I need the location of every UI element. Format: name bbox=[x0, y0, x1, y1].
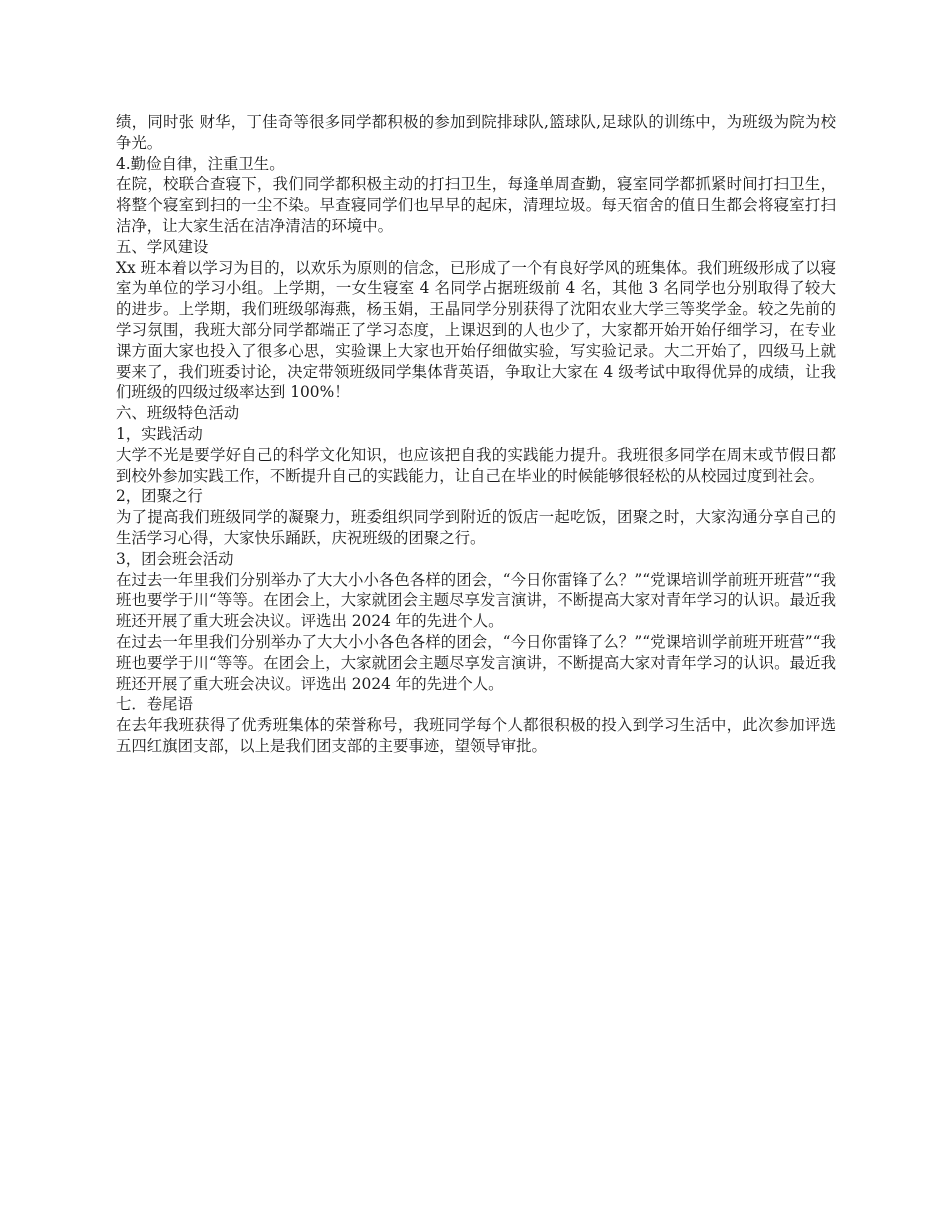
section-heading-closing: 七．卷尾语 bbox=[116, 695, 193, 714]
section-heading-class-activities: 六、班级特色活动 bbox=[116, 404, 240, 423]
subheading-gathering: 2，团聚之行 bbox=[116, 487, 203, 506]
paragraph-practice: 大学不光是要学好自己的科学文化知识，也应该把自我的实践能力提升。我班很多同学在周末或节假日都到校外参加实践工作，不断提升自己的实践能力，让自己在毕业的时候能够很轻松的从校园过度到社会。 bbox=[116, 445, 836, 485]
paragraph-closing: 在去年我班获得了优秀班集体的荣誉称号，我班同学每个人都很积极的投入到学习生活中，此次参加评选五四红旗团支部，以上是我们团支部的主要事迹，望领导审批。 bbox=[116, 716, 836, 755]
paragraph-league-meetings-1: 在过去一年里我们分别举办了大大小小各色各样的团会，“今日你雷锋了么？”“党课培训学前班开班营”“我班也要学于川“等等。在团会上，大家就团会主题尽享发言演讲，不断提高大家对青年学习的认识。最近我班还开展了重大班会决议。评选出 2024 年的先进个人。 bbox=[116, 570, 836, 631]
subheading-practice: 1，实践活动 bbox=[116, 424, 203, 443]
section-heading-study-style: 五、学风建设 bbox=[116, 237, 209, 256]
paragraph-study-style: Xx 班本着以学习为目的，以欢乐为原则的信念，已形成了一个有良好学风的班集体。我们班级形成了以寝室为单位的学习小组。上学期，一女生寝室 4 名同学占据班级前 4 名，其他 3 名同学也分别取得了较大的进步。上学期，我们班级邬海燕，杨玉娟，王晶同学分别获得了沈阳农业大学三等奖学金。较之先前的学习氛围，我班大部分同学都端正了学习态度，上课迟到的人也少了，大家都开始开始仔细学习，在专业课方面大家也投入了很多心思，实验课上大家也开始仔细做实验，写实验记录。大二开始了，四级马上就要来了，我们班委讨论，决定带领班级同学集体背英语，争取让大家在 4 级考试中取得优异的成绩，让我们班级的四级过级率达到 100%！ bbox=[116, 258, 836, 402]
paragraph-dorm-hygiene: 在院，校联合查寝下，我们同学都积极主动的打扫卫生，每逢单周查勤，寝室同学都抓紧时间打扫卫生，将整个寝室到扫的一尘不染。早查寝同学们也早早的起床，清理垃圾。每天宿舍的值日生都会将寝室打扫洁净，让大家生活在洁净清洁的环境中。 bbox=[116, 175, 836, 235]
document-page bbox=[116, 112, 836, 757]
subheading-league-meetings: 3，团会班会活动 bbox=[116, 549, 234, 568]
paragraph-sports-teams: 绩，同时张 财华，丁佳奇等很多同学都积极的参加到院排球队,篮球队,足球队的训练中，为班级为院为校争光。 bbox=[116, 113, 836, 152]
paragraph-league-meetings-2: 在过去一年里我们分别举办了大大小小各色各样的团会，“今日你雷锋了么？”“党课培训学前班开班营”“我班也要学于川“等等。在团会上，大家就团会主题尽享发言演讲，不断提高大家对青年学习的认识。最近我班还开展了重大班会决议。评选出 2024 年的先进个人。 bbox=[116, 632, 836, 693]
heading-hygiene: 4.勤俭自律，注重卫生。 bbox=[116, 154, 285, 173]
paragraph-gathering: 为了提高我们班级同学的凝聚力，班委组织同学到附近的饭店一起吃饭，团聚之时，大家沟通分享自己的生活学习心得，大家快乐踊跃，庆祝班级的团聚之行。 bbox=[116, 508, 836, 547]
